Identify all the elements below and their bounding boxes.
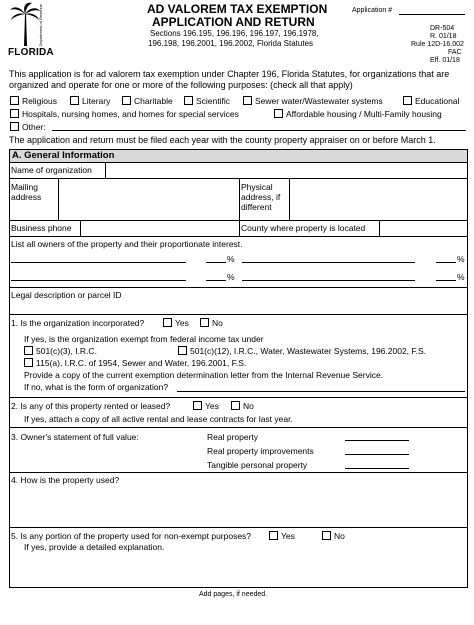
owner-percent-field-2[interactable] — [436, 262, 456, 263]
checkbox[interactable] — [70, 96, 79, 105]
physical-label-3: different — [241, 202, 272, 212]
form-effective: Eff. 01/18 — [430, 57, 460, 64]
physical-label-2: address, if — [241, 192, 281, 202]
organization-form-field[interactable] — [177, 391, 465, 392]
non-exempt-explanation-field[interactable] — [10, 554, 467, 587]
percent-sign: % — [227, 254, 235, 264]
q1-opt-501c3[interactable]: 501(c)(3), I.R.C. — [24, 346, 97, 356]
q4-label: 4. How is the property used? — [11, 475, 120, 485]
percent-sign: % — [227, 272, 235, 282]
checkbox[interactable] — [269, 531, 278, 540]
mailing-address-field[interactable] — [59, 179, 239, 220]
form-title-1: AD VALOREM TAX EXEMPTION — [147, 2, 328, 16]
statute-sections-2: 196.198, 196.2001, 196.2002, Florida Statutes — [148, 39, 314, 48]
checkbox[interactable] — [184, 96, 193, 105]
q2-label: 2. Is any of this property rented or leased? — [11, 401, 171, 411]
percent-sign: % — [457, 254, 465, 264]
form-rule: Rule 12D-16.002 — [411, 41, 464, 48]
checkbox[interactable] — [178, 346, 187, 355]
q1-opt-501c12[interactable]: 501(c)(12), I.R.C., Water, Wastewater Systems, 196.2002, F.S. — [178, 346, 426, 356]
q1-yes[interactable]: Yes — [163, 318, 189, 328]
q5-label: 5. Is any portion of the property used for non-exempt purposes? — [11, 531, 252, 541]
florida-logo — [8, 2, 54, 60]
form-title-2: APPLICATION AND RETURN — [152, 15, 315, 29]
purpose-affordable-housing[interactable]: Affordable housing / Multi-Family housing — [274, 109, 442, 119]
tangible-value-field[interactable] — [345, 468, 409, 469]
checkbox[interactable] — [10, 122, 19, 131]
percent-sign: % — [457, 272, 465, 282]
q5-sub: If yes, provide a detailed explanation. — [24, 542, 165, 552]
form-number: DR-504 — [430, 25, 455, 32]
checkbox[interactable] — [10, 109, 19, 118]
legal-description-field[interactable] — [10, 300, 467, 314]
statute-sections-1: Sections 196.195, 196.196, 196.197, 196.1978, — [150, 29, 319, 38]
business-phone-field[interactable] — [81, 221, 239, 236]
q3-improvements-label: Real property improvements — [207, 446, 314, 456]
owners-label: List all owners of the property and their proportionate interest. — [11, 239, 243, 249]
application-number-field[interactable] — [399, 14, 465, 15]
form-revision: R. 01/18 — [430, 33, 457, 40]
property-use-field[interactable] — [10, 486, 467, 527]
owner-name-field-1[interactable] — [11, 262, 186, 263]
purpose-sewer-water[interactable]: Sewer water/Wastewater systems — [243, 96, 383, 106]
physical-address-field[interactable] — [290, 179, 467, 220]
q1-label: 1. Is the organization incorporated? — [11, 318, 145, 328]
intro-text: This application is for ad valorem tax exemption under Chapter 196, Florida Statutes, for organizations that are organized and operate for one or more of the following purposes: (check all that apply) — [9, 69, 450, 90]
owner-percent-field-4[interactable] — [436, 280, 456, 281]
real-property-value-field[interactable] — [345, 440, 409, 441]
q3-real-property-label: Real property — [207, 432, 259, 442]
checkbox[interactable] — [163, 318, 172, 327]
purpose-religious[interactable]: Religious — [10, 96, 57, 106]
purpose-charitable[interactable]: Charitable — [122, 96, 173, 106]
checkbox[interactable] — [10, 96, 19, 105]
owner-name-field-2[interactable] — [242, 262, 415, 263]
purpose-educational[interactable]: Educational — [403, 96, 459, 106]
checkbox[interactable] — [243, 96, 252, 105]
q3-tangible-label: Tangible personal property — [207, 460, 308, 470]
legal-description-label: Legal description or parcel ID — [11, 290, 122, 300]
q2-no[interactable]: No — [231, 401, 254, 411]
purpose-hospitals[interactable]: Hospitals, nursing homes, and homes for special services — [10, 109, 239, 119]
checkbox[interactable] — [274, 109, 283, 118]
section-a-title: A. General Information — [12, 150, 115, 161]
q1-ifno: If no, what is the form of organization? — [24, 382, 169, 392]
checkbox[interactable] — [403, 96, 412, 105]
q5-no[interactable]: No — [322, 531, 345, 541]
county-label: County where property is located — [241, 223, 366, 233]
checkbox[interactable] — [200, 318, 209, 327]
checkbox[interactable] — [193, 401, 202, 410]
checkbox[interactable] — [231, 401, 240, 410]
improvements-value-field[interactable] — [345, 454, 409, 455]
mailing-label-1: Mailing — [11, 182, 38, 192]
q1-no[interactable]: No — [200, 318, 223, 328]
filing-note: The application and return must be filed each year with the county property appraiser on or before March 1. — [9, 135, 436, 145]
q2-yes[interactable]: Yes — [193, 401, 219, 411]
purpose-other[interactable]: Other: — [10, 122, 46, 132]
owner-name-field-4[interactable] — [242, 280, 415, 281]
q1-opt-115a[interactable]: 115(a), I.R.C. of 1954, Sewer and Water, 196.2001, F.S. — [24, 358, 246, 368]
other-purpose-field[interactable] — [52, 130, 466, 131]
business-phone-label: Business phone — [11, 223, 72, 233]
name-label: Name of organization — [11, 165, 92, 175]
form-fac: FAC — [448, 49, 462, 56]
add-pages-note: Add pages, if needed. — [199, 591, 268, 598]
purpose-scientific[interactable]: Scientific — [184, 96, 230, 106]
q1-provide: Provide a copy of the current exemption determination letter from the Internal Revenue Service. — [24, 370, 384, 380]
physical-label-1: Physical — [241, 182, 273, 192]
county-field[interactable] — [380, 221, 467, 236]
logo-text: FLORIDA — [8, 47, 54, 58]
name-of-organization-field[interactable] — [106, 163, 467, 178]
checkbox[interactable] — [24, 358, 33, 367]
q5-yes[interactable]: Yes — [269, 531, 295, 541]
dept-vertical-text: Department of Revenue — [38, 4, 43, 47]
owner-percent-field-1[interactable] — [206, 262, 226, 263]
checkbox[interactable] — [24, 346, 33, 355]
checkbox[interactable] — [322, 531, 331, 540]
owner-name-field-3[interactable] — [11, 280, 186, 281]
q2-sub: If yes, attach a copy of all active rental and lease contracts for last year. — [24, 414, 293, 424]
purpose-literary[interactable]: Literary — [70, 96, 110, 106]
application-number-label: Application # — [352, 7, 393, 14]
owner-percent-field-3[interactable] — [206, 280, 226, 281]
q1-sub: If yes, is the organization exempt from federal income tax under — [24, 334, 264, 344]
q3-label: 3. Owner's statement of full value: — [11, 432, 139, 442]
palm-tree-icon — [10, 2, 40, 46]
checkbox[interactable] — [122, 96, 131, 105]
mailing-label-2: address — [11, 192, 42, 202]
